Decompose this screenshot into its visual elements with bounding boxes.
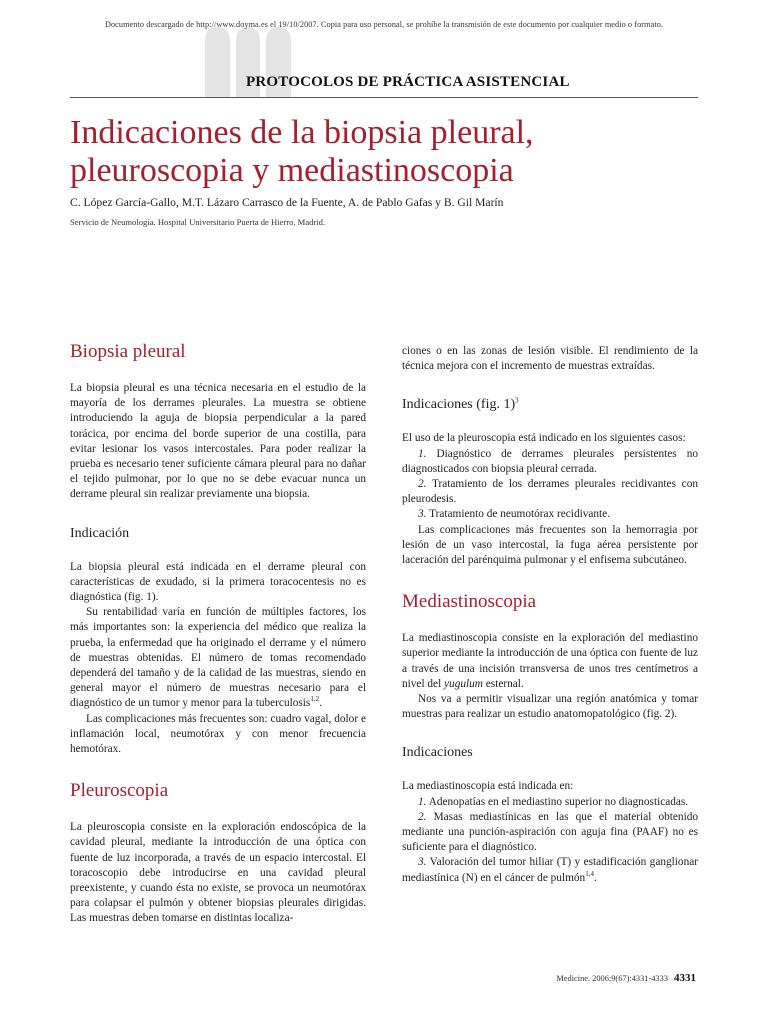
paragraph-complicaciones: Las complicaciones más frecuentes son la hemorragia por lesión de un vaso intercostal, la fuga aérea persistente por laceración del parénquima pulmonar y el enfisema subcutáneo. [402, 523, 698, 567]
heading-mediastinoscopia: Mediastinoscopia [402, 591, 537, 613]
paragraph-pleuroscopia: La pleuroscopia consiste en la exploración endoscópica de la cavidad pleural, mediante la introducción de una óptica con fuente de luz incorporada, a través de un espacio intercostal. El toracoscopio debe introducirse en una cavidad pleural preexistente, y cuando ésta no existe, se provoca un neumotórax para colapsar el pulmón y obtener biopsias pleurales dirigidas. Las muestras deben tomarse en distintas localiza- [70, 821, 366, 925]
list-item: 2. Tratamiento de los derrames pleurales recidivantes con pleurodesis. [402, 478, 698, 506]
left-column [70, 340, 366, 927]
download-note: Documento descargado de http://www.doyma.es el 19/10/2007. Copia para uso personal, se prohíbe la transmisión de este documento por cualquier medio o formato. [104, 20, 664, 29]
heading-indicacion: Indicación [70, 525, 130, 541]
list-item: 1. Adenopatías en el mediastino superior no diagnosticadas. [418, 795, 689, 808]
article-title [70, 114, 710, 190]
list-item: 3. Tratamiento de neumotórax recidivante. [418, 508, 611, 521]
reference-1-4: 1,4 [585, 869, 594, 878]
heading-indicaciones-fig: Indicaciones (fig. 1)$^3$ [402, 396, 519, 413]
paragraph-biopsia: La biopsia pleural es una técnica necesaria en el estudio de la mayoría de los derrames pleurales. La muestra se obtiene introduciendo la aguja de biopsia perpendicular a la pared torácica, por encima del borde superior de una costilla, para evitar lesionar los vasos intercostales. Para poder realizar la prueba es necesario tener suficiente cámara pleural para no dañar el tejido pulmonar, por lo que no se debe evacuar nunca un derrame pleural sin realizar previamente una biopsia. [70, 382, 366, 501]
heading-indicaciones: Indicaciones [402, 745, 473, 761]
paragraph-indicacion-2: Su rentabilidad varía en función de múltiples factores, los más importantes son: la experiencia del médico que realiza la prueba, la enfermedad que ha originado el derrame y el número de muestras obtenidas. El número de tomas recomendado dependerá del tamaño y de la calidad de las muestras, siendo en general mayor el número de muestras necesario para el diagnóstico de un tumor y menor para la tuberculosis$^{1,2}$. [70, 606, 366, 710]
paragraph-mediastinoscopia-1: La mediastinoscopia consiste en la exploración del mediastino superior mediante la introducción de una óptica con fuente de luz a través de una incisión trransversa de unos tres centímetros a nivel del yugulum esternal. [402, 632, 698, 690]
title-line-2: pleuroscopia y mediastinoscopia [70, 152, 514, 189]
footer-citation: Medicine. 2006;9(67):4331-4333 [556, 974, 668, 983]
affiliation: Servicio de Neumología. Hospital Universitario Puerta de Hierro. Madrid. [70, 217, 326, 227]
heading-biopsia-pleural: Biopsia pleural [70, 341, 186, 362]
paragraph-continuation: ciones o en las zonas de lesión visible. El rendimiento de la técnica mejora con el incremento de muestras extraídas. [402, 345, 698, 373]
paragraph-uso: El uso de la pleuroscopia está indicado en los siguientes casos: [402, 432, 686, 445]
list-item: 3. Valoración del tumor hiliar (T) y estadificación ganglionar mediastínica (N) en el cáncer de pulmón$^{1,4}$. [402, 856, 698, 884]
paragraph-mediastinoscopia-2: Nos va a permitir visualizar una región anatómica y tomar muestras para realizar un estudio anatomopatológico (fig. 2). [402, 693, 698, 721]
page-number: 4331 [674, 972, 696, 984]
reference-1-2: 1,2 [310, 695, 320, 704]
reference-3: 3 [515, 396, 519, 405]
list-item: 1. Diagnóstico de derrames pleurales persistentes no diagnosticados con biopsia pleural cerrada. [402, 447, 698, 475]
right-column [402, 344, 698, 886]
paragraph-indicacion-3: Las complicaciones más frecuentes son: cuadro vagal, dolor e inflamación local, neumotórax y con menor frecuencia hemotórax. [70, 712, 366, 756]
header-rule [70, 97, 698, 98]
protocol-label: PROTOCOLOS DE PRÁCTICA ASISTENCIAL [246, 74, 570, 90]
paragraph-mediastinoscopia-indicada: La mediastinoscopia está indicada en: [402, 780, 574, 793]
footer [556, 972, 696, 984]
list-item: 2. Masas mediastínicas en las que el material obtenido mediante una punción-aspiración con aguja fina (PAAF) no es suficiente para el diagnóstico. [402, 810, 698, 854]
paragraph-indicacion-1: La biopsia pleural está indicada en el derrame pleural con características de exudado, si la primera toracocentesis no es diagnóstica (fig. 1). [70, 560, 366, 604]
authors: C. López García-Gallo, M.T. Lázaro Carrasco de la Fuente, A. de Pablo Gafas y B. Gil Marín [70, 196, 504, 209]
heading-pleuroscopia: Pleuroscopia [70, 780, 169, 802]
title-line-1: Indicaciones de la biopsia pleural, [70, 114, 534, 151]
